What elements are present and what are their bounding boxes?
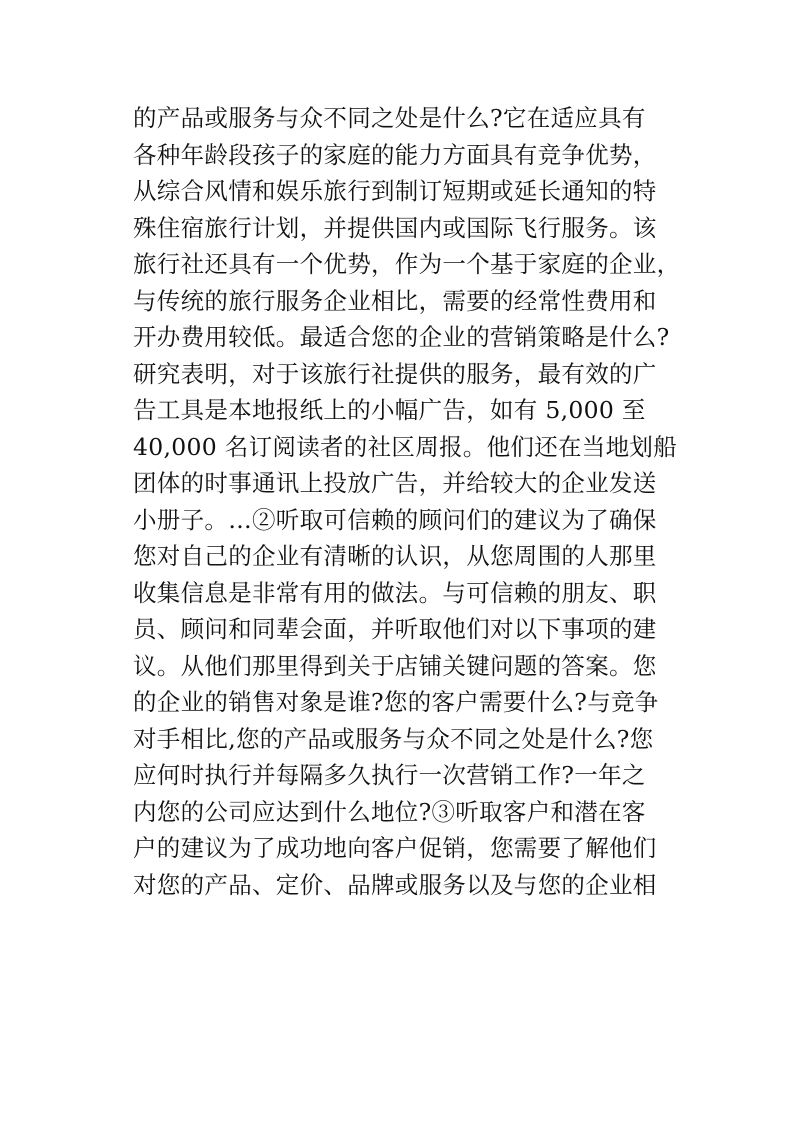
text-line: 旅行社还具有一个优势，作为一个基于家庭的企业， xyxy=(133,250,681,278)
text-line: 各种年龄段孩子的家庭的能力方面具有竞争优势， xyxy=(133,140,657,169)
text-line: 小册子。…②听取可信赖的顾问们的建议为了确保 xyxy=(133,505,657,534)
text-line: 的企业的销售对象是谁?您的客户需要什么?与竞争 xyxy=(133,688,659,716)
text-line: 告工具是本地报纸上的小幅广告，如有 5,000 至 xyxy=(133,396,646,424)
text-line: 议。从他们那里得到关于店铺关键问题的答案。您 xyxy=(133,651,657,680)
text-line: 内您的公司应达到什么地位?③听取客户和潜在客 xyxy=(133,797,646,826)
text-line: 团体的时事通讯上投放广告，并给较大的企业发送 xyxy=(133,469,657,497)
text-line: 您对自己的企业有清晰的认识，从您周围的人那里 xyxy=(133,542,657,570)
text-line: 的产品或服务与众不同之处是什么?它在适应具有 xyxy=(133,104,646,132)
text-line: 殊住宿旅行计划，并提供国内或国际飞行服务。该 xyxy=(133,213,657,242)
text-line: 从综合风情和娱乐旅行到制订短期或延长通知的特 xyxy=(133,177,657,205)
text-line: 与传统的旅行服务企业相比，需要的经常性费用和 xyxy=(133,286,657,315)
text-line: 研究表明，对于该旅行社提供的服务，最有效的广 xyxy=(133,359,657,388)
text-line: 员、顾问和同辈会面，并听取他们对以下事项的建 xyxy=(133,615,657,643)
text-line: 收集信息是非常有用的做法。与可信赖的朋友、职 xyxy=(133,578,657,607)
text-line: 40,000 名订阅读者的社区周报。他们还在当地划船 xyxy=(133,432,677,461)
text-line: 对手相比,您的产品或服务与众不同之处是什么?您 xyxy=(133,724,654,753)
text-line: 开办费用较低。最适合您的企业的营销策略是什么? xyxy=(133,323,670,351)
text-line: 户的建议为了成功地向客户促销，您需要了解他们 xyxy=(133,834,657,862)
text-line: 对您的产品、定价、品牌或服务以及与您的企业相 xyxy=(133,870,657,899)
text-line: 应何时执行并每隔多久执行一次营销工作?一年之 xyxy=(133,761,646,789)
body-text xyxy=(133,100,681,903)
